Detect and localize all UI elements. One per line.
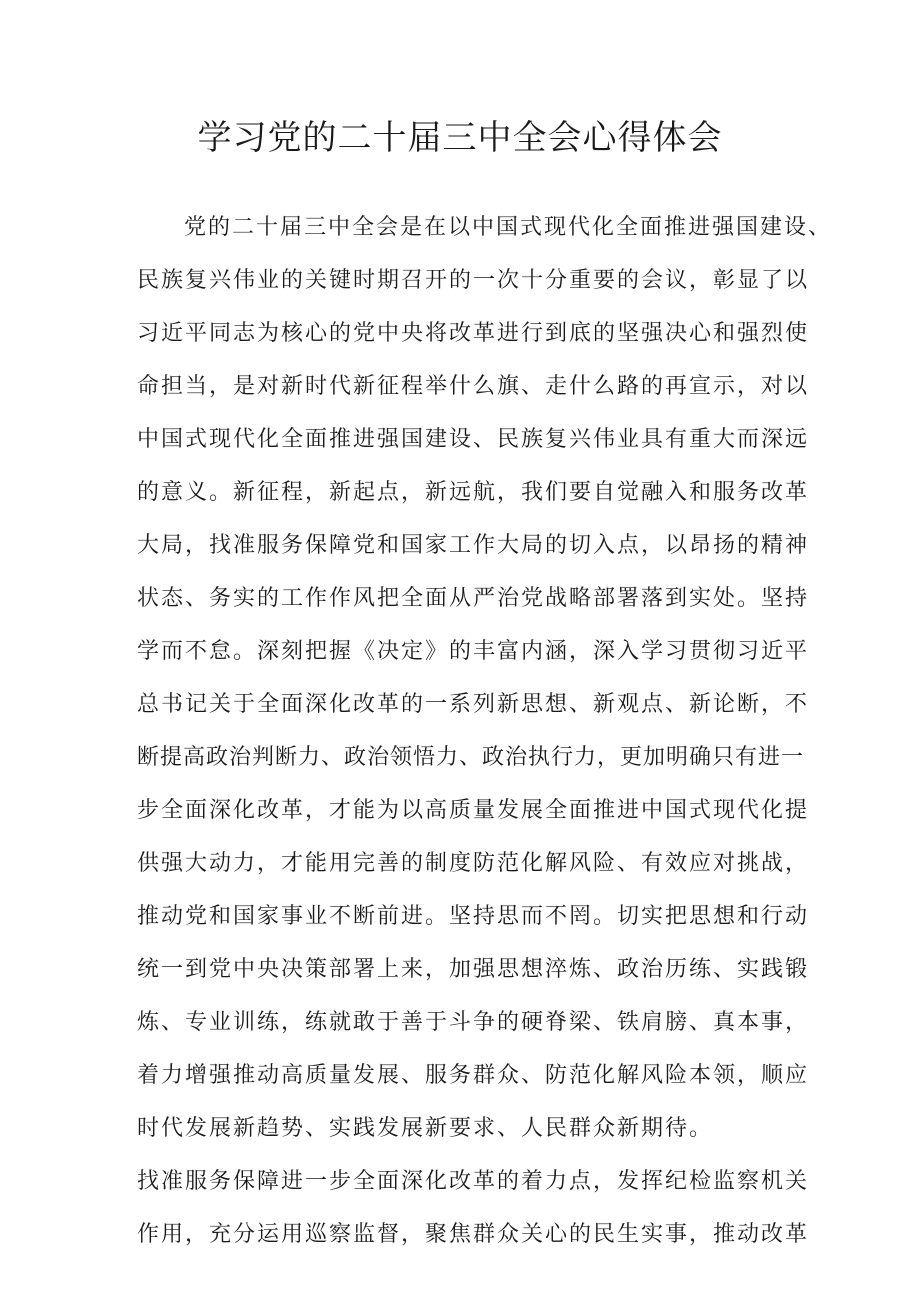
body-line-17: 着力增强推动高质量发展、服务群众、防范化解风险本领，顺应 [137, 1063, 810, 1088]
body-line-10: 总书记关于全面深化改革的一系列新思想、新观点、新论断，不 [137, 692, 810, 717]
body-line-11: 断提高政治判断力、政治领悟力、政治执行力，更加明确只有进一 [137, 745, 805, 770]
body-line-8: 状态、务实的工作作风把全面从严治党战略部署落到实处。坚持 [137, 586, 810, 611]
body-line-15: 统一到党中央决策部署上来，加强思想淬炼、政治历练、实践锻 [137, 957, 810, 982]
body-line-6: 的意义。新征程，新起点，新远航，我们要自觉融入和服务改革 [137, 480, 810, 505]
document-title: 学习党的二十届三中全会心得体会 [197, 118, 723, 158]
body-line-3: 习近平同志为核心的党中央将改革进行到底的坚强决心和强烈使 [137, 321, 810, 346]
body-line-2: 民族复兴伟业的关键时期召开的一次十分重要的会议，彰显了以 [137, 268, 810, 293]
body-line-14: 推动党和国家事业不断前进。坚持思而不罔。切实把思想和行动 [137, 904, 810, 929]
body-line-13: 供强大动力，才能用完善的制度防范化解风险、有效应对挑战， [137, 851, 810, 876]
body-line-19: 找准服务保障进一步全面深化改革的着力点，发挥纪检监察机关 [137, 1169, 810, 1194]
body-line-18: 时代发展新趋势、实践发展新要求、人民群众新期待。 [137, 1116, 714, 1141]
body-line-7: 大局，找准服务保障党和国家工作大局的切入点，以昂扬的精神 [137, 533, 810, 558]
body-line-5: 中国式现代化全面推进强国建设、民族复兴伟业具有重大而深远 [137, 427, 810, 452]
body-line-12: 步全面深化改革，才能为以高质量发展全面推进中国式现代化提 [137, 798, 810, 823]
body-line-1: 党的二十届三中全会是在以中国式现代化全面推进强国建设、 [184, 215, 833, 240]
body-line-20: 作用，充分运用巡察监督，聚焦群众关心的民生实事，推动改革 [137, 1222, 810, 1247]
body-line-9: 学而不怠。深刻把握《决定》的丰富内涵，深入学习贯彻习近平 [137, 639, 810, 664]
body-line-16: 炼、专业训练，练就敢于善于斗争的硬脊梁、铁肩膀、真本事， [137, 1010, 810, 1035]
body-line-4: 命担当，是对新时代新征程举什么旗、走什么路的再宣示，对以 [137, 374, 810, 399]
